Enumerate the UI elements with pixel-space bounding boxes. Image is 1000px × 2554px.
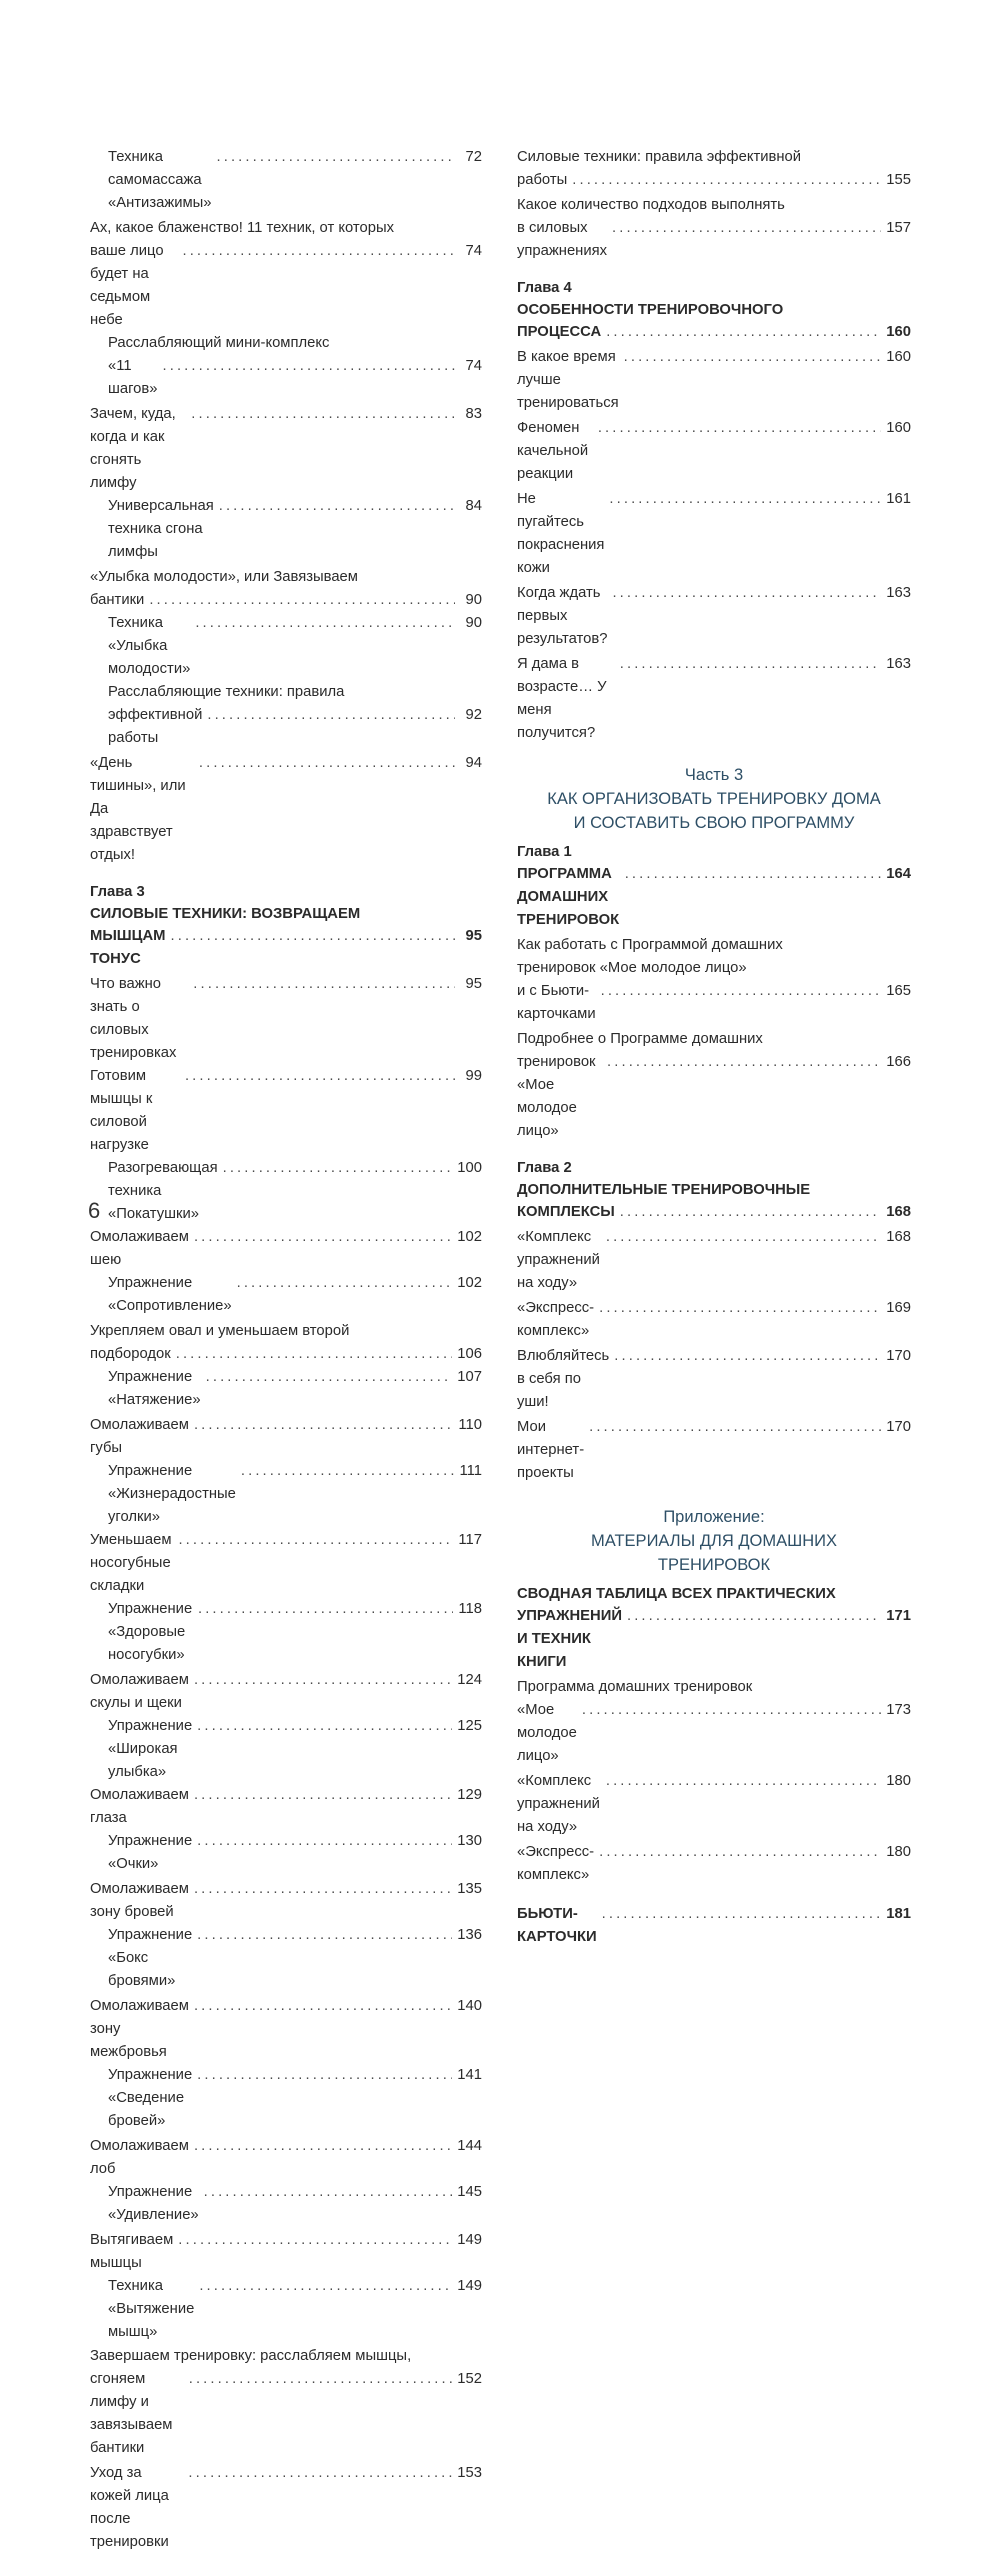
- dot-leader: [609, 488, 881, 511]
- toc-entry[interactable]: [517, 653, 911, 745]
- dot-leader: [589, 1416, 881, 1439]
- entry-page: 163: [886, 656, 911, 672]
- dot-leader: [598, 417, 881, 440]
- entry-page: 129: [457, 1787, 482, 1803]
- entry-title: Упражнение «Удивление»: [108, 2184, 199, 2223]
- entry-title: ПРОЦЕССА: [517, 324, 602, 340]
- entry-title-line: Завершаем тренировку: расслабляем мышцы,: [90, 2348, 412, 2364]
- entry-title: Омолаживаем глаза: [90, 1787, 189, 1826]
- dot-leader: [237, 1272, 453, 1295]
- dot-leader: [606, 321, 881, 344]
- appendix-heading: [517, 1505, 911, 1577]
- dot-leader: [624, 346, 882, 369]
- entry-title: тренировок «Мое молодое лицо»: [517, 1054, 596, 1139]
- entry-page: 74: [465, 243, 482, 259]
- entry-title: Когда ждать первых результатов?: [517, 585, 608, 647]
- appendix-title-line: МАТЕРИАЛЫ ДЛЯ ДОМАШНИХ: [591, 1532, 837, 1550]
- toc-entry[interactable]: [517, 1297, 911, 1343]
- entry-page: 160: [886, 349, 911, 365]
- entry-title: работы: [517, 172, 568, 188]
- toc-left-column: [90, 146, 482, 2554]
- entry-title: сгоняем лимфу и завязываем бантики: [90, 2371, 173, 2456]
- entry-page: 160: [886, 324, 911, 340]
- entry-page: 136: [457, 1927, 482, 1943]
- entry-page: 125: [457, 1718, 482, 1734]
- part-title-line: И СОСТАВИТЬ СВОЮ ПРОГРАММУ: [573, 814, 855, 832]
- chapter-title-line: ОСОБЕННОСТИ ТРЕНИРОВОЧНОГО: [517, 302, 784, 318]
- dot-leader: [599, 1841, 881, 1864]
- entry-title: Разогревающая техника «Покатушки»: [108, 1160, 218, 1222]
- entry-page: 166: [886, 1054, 911, 1070]
- entry-title: Упражнение «Широкая улыбка»: [108, 1718, 193, 1780]
- chapter-label: Глава 2: [517, 1160, 572, 1176]
- entry-title: Упражнение «Натяжение»: [108, 1369, 201, 1408]
- dot-leader: [176, 1343, 453, 1366]
- entry-page: 110: [458, 1417, 482, 1433]
- dot-leader: [627, 1605, 881, 1628]
- toc-entry[interactable]: [90, 217, 482, 332]
- entry-page: 153: [457, 2465, 482, 2481]
- entry-page: 107: [457, 1369, 482, 1385]
- dot-leader: [185, 1065, 455, 1088]
- dot-leader: [194, 1784, 452, 1807]
- entry-title: Упражнение «Жизнерадостные уголки»: [108, 1463, 236, 1525]
- entry-title: Вытягиваем мышцы: [90, 2232, 174, 2271]
- dot-leader: [572, 169, 881, 192]
- toc-entry[interactable]: [90, 1598, 482, 1667]
- entry-title: В какое время лучше тренироваться: [517, 349, 619, 411]
- dot-leader: [606, 1226, 881, 1249]
- entry-title: ваше лицо будет на седьмом небе: [90, 243, 164, 328]
- toc-entry[interactable]: [90, 332, 482, 401]
- dot-leader: [194, 1414, 453, 1437]
- toc-entry[interactable]: [90, 1715, 482, 1784]
- toc-entry[interactable]: [90, 1157, 482, 1226]
- entry-page: 161: [886, 491, 911, 507]
- dot-leader: [207, 704, 455, 727]
- toc-entry[interactable]: [517, 1345, 911, 1414]
- dot-leader: [194, 1669, 452, 1692]
- dot-leader: [607, 1051, 881, 1074]
- chapter-label: Глава 1: [517, 844, 572, 860]
- toc-chapter-entry[interactable]: [517, 1903, 911, 1949]
- entry-title: «Экспресс-комплекс»: [517, 1844, 595, 1883]
- entry-page: 111: [459, 1463, 482, 1479]
- dot-leader: [217, 146, 455, 169]
- toc-chapter-entry[interactable]: [517, 321, 911, 344]
- entry-page: 74: [465, 358, 482, 374]
- entry-page: 149: [457, 2278, 482, 2294]
- entry-page: 155: [886, 172, 911, 188]
- entry-title: Готовим мышцы к силовой нагрузке: [90, 1068, 153, 1153]
- entry-page: 168: [886, 1229, 911, 1245]
- dot-leader: [188, 2462, 452, 2485]
- entry-title: «День тишины», или Да здравствует отдых!: [90, 755, 186, 863]
- toc-entry[interactable]: [90, 1320, 482, 1366]
- dot-leader: [163, 355, 456, 378]
- toc-entry[interactable]: [90, 1226, 482, 1272]
- chapter-title-line: СИЛОВЫЕ ТЕХНИКИ: ВОЗВРАЩАЕМ: [90, 906, 361, 922]
- entry-page: 168: [886, 1204, 911, 1220]
- toc-entry[interactable]: [517, 1416, 911, 1485]
- entry-page: 94: [465, 755, 482, 771]
- part-title-line: КАК ОРГАНИЗОВАТЬ ТРЕНИРОВКУ ДОМА: [547, 790, 881, 808]
- toc-entry[interactable]: [90, 1272, 482, 1318]
- entry-title: «11 шагов»: [108, 358, 158, 397]
- page-number: 6: [88, 1198, 101, 1223]
- entry-title: Упражнение «Сведение бровей»: [108, 2067, 193, 2129]
- entry-page: 83: [465, 406, 482, 422]
- entry-title: бантики: [90, 592, 145, 608]
- toc-entry[interactable]: [517, 1770, 911, 1839]
- entry-title: Омолаживаем зону бровей: [90, 1881, 189, 1920]
- toc-entry[interactable]: [90, 2345, 482, 2460]
- toc-entry[interactable]: [517, 934, 911, 1026]
- toc-entry[interactable]: [517, 1841, 911, 1887]
- toc-entry[interactable]: [90, 1784, 482, 1830]
- toc-entry[interactable]: [517, 582, 911, 651]
- toc-entry[interactable]: [517, 346, 911, 415]
- toc-entry[interactable]: [90, 2462, 482, 2554]
- dot-leader: [194, 1995, 452, 2018]
- toc-entry[interactable]: [90, 612, 482, 681]
- appendix-label: Приложение:: [663, 1508, 765, 1526]
- entry-title: Омолаживаем шею: [90, 1229, 189, 1268]
- entry-page: 171: [886, 1608, 911, 1624]
- toc-entry[interactable]: [90, 2135, 482, 2181]
- entry-title: Омолаживаем лоб: [90, 2138, 189, 2177]
- entry-title: ПРОГРАММА ДОМАШНИХ ТРЕНИРОВОК: [517, 866, 620, 928]
- entry-page: 165: [886, 983, 911, 999]
- entry-page: 145: [457, 2184, 482, 2200]
- entry-title: эффективной работы: [108, 707, 203, 746]
- entry-page: 163: [886, 585, 911, 601]
- entry-title: Уменьшаем носогубные складки: [90, 1532, 172, 1594]
- entry-page: 102: [457, 1275, 482, 1291]
- entry-page: 84: [465, 498, 482, 514]
- entry-title-line: Расслабляющие техники: правила: [108, 684, 345, 700]
- entry-title: «Комплекс упражнений на ходу»: [517, 1773, 600, 1835]
- entry-page: 164: [886, 866, 911, 882]
- dot-leader: [189, 2368, 453, 2391]
- toc-chapter-entry[interactable]: [517, 1201, 911, 1224]
- entry-title: БЬЮТИ-КАРТОЧКИ: [517, 1906, 597, 1945]
- dot-leader: [199, 752, 455, 775]
- entry-page: 169: [886, 1300, 911, 1316]
- entry-title: Упражнение «Бокс бровями»: [108, 1927, 193, 1989]
- entry-title-line: Ах, какое блаженство! 11 техник, от которых: [90, 220, 394, 236]
- toc-entry[interactable]: [90, 2275, 482, 2344]
- entry-title: Техника «Улыбка молодости»: [108, 615, 191, 677]
- entry-title-line: «Улыбка молодости», или Завязываем: [90, 569, 358, 585]
- toc-entry[interactable]: [90, 752, 482, 867]
- toc-entry[interactable]: [517, 417, 911, 486]
- dot-leader: [602, 1903, 882, 1926]
- dot-leader: [191, 403, 455, 426]
- entry-page: 100: [457, 1160, 482, 1176]
- dot-leader: [197, 1715, 452, 1738]
- entry-page: 180: [886, 1773, 911, 1789]
- entry-title: Что важно знать о силовых тренировках: [90, 976, 177, 1061]
- entry-title: Омолаживаем губы: [90, 1417, 189, 1456]
- toc-entry[interactable]: [517, 488, 911, 580]
- entry-title: Не пугайтесь покраснения кожи: [517, 491, 605, 576]
- entry-page: 95: [465, 928, 482, 944]
- entry-page: 173: [886, 1702, 911, 1718]
- part-label: Часть 3: [684, 766, 744, 784]
- chapter-title-line: СВОДНАЯ ТАБЛИЦА ВСЕХ ПРАКТИЧЕСКИХ: [517, 1586, 836, 1602]
- entry-title-line: Расслабляющий мини-комплекс: [108, 335, 330, 351]
- dot-leader: [194, 1226, 452, 1249]
- toc-entry[interactable]: [90, 1529, 482, 1598]
- dot-leader: [620, 653, 882, 676]
- entry-page: 72: [465, 149, 482, 165]
- entry-page: 135: [457, 1881, 482, 1897]
- dot-leader: [620, 1201, 882, 1224]
- toc-chapter-entry[interactable]: [517, 863, 911, 932]
- toc-entry[interactable]: [90, 973, 482, 1065]
- dot-leader: [149, 589, 455, 612]
- toc-entry[interactable]: [90, 1924, 482, 1993]
- toc-chapter-entry[interactable]: [90, 925, 482, 971]
- toc-entry[interactable]: [90, 2064, 482, 2133]
- entry-title-line: Силовые техники: правила эффективной: [517, 149, 802, 165]
- chapter-title-line: ДОПОЛНИТЕЛЬНЫЕ ТРЕНИРОВОЧНЫЕ: [517, 1182, 811, 1198]
- dot-leader: [625, 863, 882, 886]
- toc-entry[interactable]: [90, 1669, 482, 1715]
- dot-leader: [199, 2275, 452, 2298]
- entry-page: 95: [465, 976, 482, 992]
- toc-entry[interactable]: [90, 1065, 482, 1157]
- dot-leader: [614, 1345, 881, 1368]
- toc-entry[interactable]: [90, 403, 482, 495]
- entry-title: КОМПЛЕКСЫ: [517, 1204, 615, 1220]
- dot-leader: [178, 2229, 452, 2252]
- entry-page: 90: [465, 592, 482, 608]
- entry-page: 152: [457, 2371, 482, 2387]
- entry-page: 180: [886, 1844, 911, 1860]
- entry-title-line: Укрепляем овал и уменьшаем второй: [90, 1323, 350, 1339]
- entry-title: Упражнение «Очки»: [108, 1833, 193, 1872]
- entry-title: «Мое молодое лицо»: [517, 1702, 577, 1764]
- entry-page: 102: [457, 1229, 482, 1245]
- entry-title-line: тренировок «Мое молодое лицо»: [517, 960, 747, 976]
- dot-leader: [219, 495, 455, 518]
- entry-title: подбородок: [90, 1346, 171, 1362]
- entry-page: 140: [457, 1998, 482, 2014]
- entry-title-line: Подробнее о Программе домашних: [517, 1031, 763, 1047]
- dot-leader: [601, 980, 882, 1003]
- entry-title: в силовых упражнениях: [517, 220, 608, 259]
- dot-leader: [193, 973, 455, 996]
- entry-title: Феномен качельной реакции: [517, 420, 589, 482]
- dot-leader: [223, 1157, 453, 1180]
- dot-leader: [582, 1699, 881, 1722]
- entry-title: Омолаживаем зону межбровья: [90, 1998, 189, 2060]
- entry-title: Омолаживаем скулы и щеки: [90, 1672, 189, 1711]
- entry-page: 181: [886, 1906, 911, 1922]
- toc-entry[interactable]: [90, 1878, 482, 1924]
- dot-leader: [198, 1598, 453, 1621]
- entry-page: 117: [458, 1532, 482, 1548]
- entry-title: Влюбляйтесь в себя по уши!: [517, 1348, 610, 1410]
- dot-leader: [197, 1924, 452, 1947]
- entry-title: Упражнение «Сопротивление»: [108, 1275, 232, 1314]
- entry-page: 170: [886, 1348, 911, 1364]
- toc-entry[interactable]: [90, 1460, 482, 1529]
- entry-title: Зачем, куда, когда и как сгонять лимфу: [90, 406, 176, 491]
- entry-title: Универсальная техника сгона лимфы: [108, 498, 214, 560]
- chapter-label: Глава 3: [90, 884, 145, 900]
- dot-leader: [197, 1830, 452, 1853]
- entry-title: и с Бьюти-карточками: [517, 983, 596, 1022]
- entry-page: 170: [886, 1419, 911, 1435]
- appendix-title-line: ТРЕНИРОВОК: [657, 1556, 771, 1574]
- entry-page: 124: [457, 1672, 482, 1688]
- entry-page: 149: [457, 2232, 482, 2248]
- entry-title: «Экспресс-комплекс»: [517, 1300, 595, 1339]
- entry-title-line: Программа домашних тренировок: [517, 1679, 753, 1695]
- entry-page: 118: [458, 1601, 482, 1617]
- toc-entry[interactable]: [90, 2181, 482, 2227]
- entry-page: 130: [457, 1833, 482, 1849]
- dot-leader: [171, 925, 455, 948]
- toc-entry[interactable]: [90, 1830, 482, 1876]
- chapter-label: Глава 4: [517, 280, 572, 296]
- toc-entry[interactable]: [517, 194, 911, 263]
- entry-title: Упражнение «Здоровые носогубки»: [108, 1601, 193, 1663]
- toc-entry[interactable]: [90, 146, 482, 215]
- entry-page: 160: [886, 420, 911, 436]
- dot-leader: [204, 2181, 453, 2204]
- entry-title: Мои интернет-проекты: [517, 1419, 585, 1481]
- dot-leader: [206, 1366, 453, 1389]
- toc-entry[interactable]: [517, 1028, 911, 1143]
- toc-entry[interactable]: [517, 146, 911, 192]
- part-heading: [517, 763, 911, 835]
- toc-right-column: [517, 146, 911, 1949]
- entry-title: Техника «Вытяжение мышц»: [108, 2278, 195, 2340]
- entry-title: МЫШЦАМ ТОНУС: [90, 928, 166, 967]
- entry-page: 157: [886, 220, 911, 236]
- dot-leader: [178, 1529, 453, 1552]
- dot-leader: [197, 2064, 452, 2087]
- dot-leader: [612, 217, 881, 240]
- dot-leader: [194, 2135, 452, 2158]
- entry-page: 144: [457, 2138, 482, 2154]
- dot-leader: [182, 240, 455, 263]
- entry-title: Я дама в возрасте… У меня получится?: [517, 656, 607, 741]
- toc-entry[interactable]: [517, 1226, 911, 1295]
- entry-title: «Комплекс упражнений на ходу»: [517, 1229, 600, 1291]
- entry-title: Техника самомассажа «Антизажимы»: [108, 149, 212, 211]
- dot-leader: [606, 1770, 881, 1793]
- toc-entry[interactable]: [90, 1414, 482, 1460]
- dot-leader: [241, 1460, 455, 1483]
- toc-entry[interactable]: [90, 1366, 482, 1412]
- dot-leader: [195, 612, 455, 635]
- toc-entry[interactable]: [90, 566, 482, 612]
- toc-entry[interactable]: [517, 1676, 911, 1768]
- entry-title: Уход за кожей лица после тренировки: [90, 2465, 169, 2550]
- toc-entry[interactable]: [90, 495, 482, 564]
- entry-title: УПРАЖНЕНИЙ И ТЕХНИК КНИГИ: [517, 1608, 622, 1670]
- entry-page: 92: [465, 707, 482, 723]
- dot-leader: [612, 582, 881, 605]
- dot-leader: [194, 1878, 452, 1901]
- entry-page: 141: [457, 2067, 482, 2083]
- entry-title-line: Какое количество подходов выполнять: [517, 197, 785, 213]
- entry-page: 106: [457, 1346, 482, 1362]
- toc-chapter-entry[interactable]: [517, 1605, 911, 1674]
- entry-page: 90: [465, 615, 482, 631]
- toc-entry[interactable]: [90, 2229, 482, 2275]
- toc-entry[interactable]: [90, 1995, 482, 2064]
- entry-title-line: Как работать с Программой домашних: [517, 937, 783, 953]
- entry-page: 99: [465, 1068, 482, 1084]
- toc-entry[interactable]: [90, 681, 482, 750]
